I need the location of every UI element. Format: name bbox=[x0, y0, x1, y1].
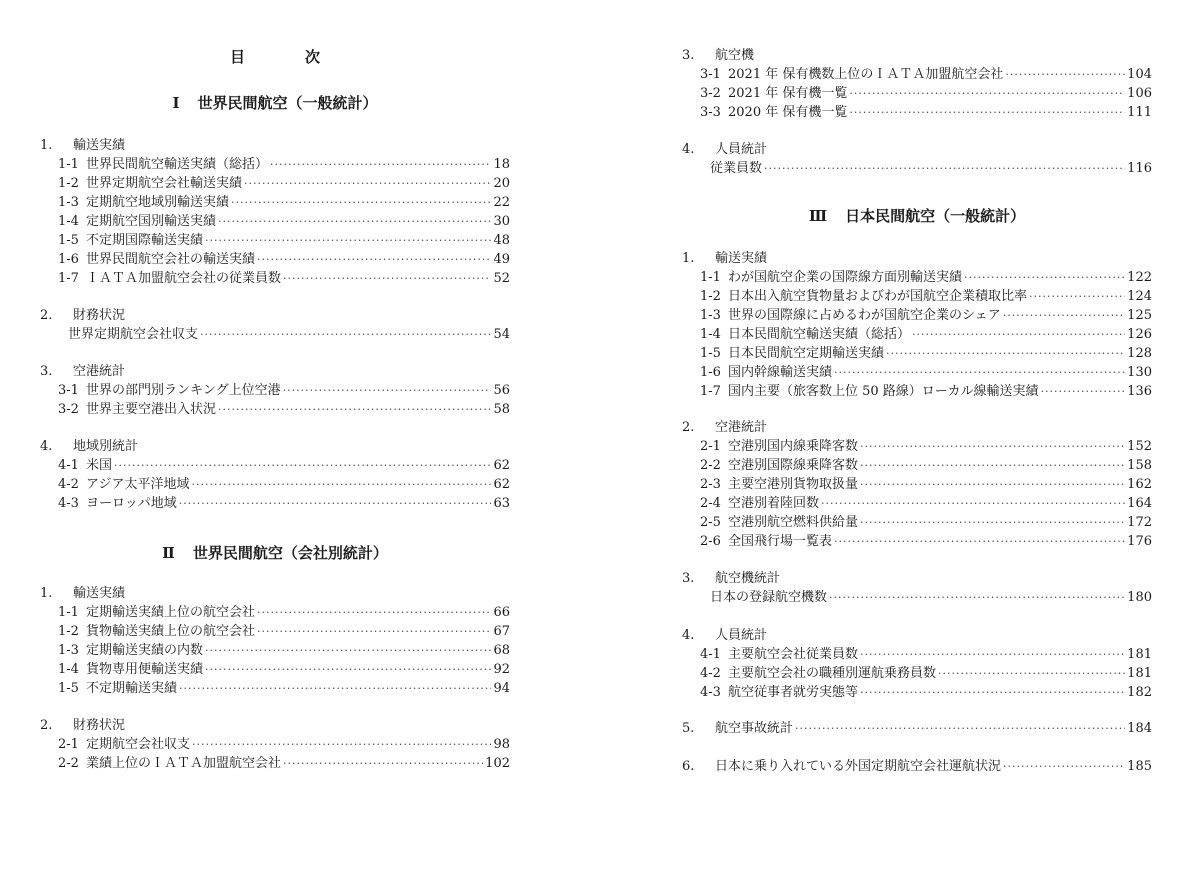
entry-label: ＩＡＴＡ加盟航空会社の従業員数 bbox=[86, 271, 282, 286]
leader-dots bbox=[849, 84, 1125, 103]
entry-label: 世界定期航空会社収支 bbox=[68, 327, 199, 342]
toc-entry[interactable] bbox=[682, 513, 1152, 532]
part-1-title: 世界民間航空（一般統計） bbox=[197, 94, 378, 112]
page-number: 98 bbox=[493, 737, 510, 752]
toc-entry[interactable] bbox=[40, 660, 510, 679]
page-number: 172 bbox=[1127, 515, 1152, 530]
leader-dots bbox=[283, 381, 492, 400]
entry-number: 1-4 bbox=[58, 214, 79, 229]
page-number: 62 bbox=[493, 477, 510, 492]
toc-entry[interactable] bbox=[40, 269, 510, 288]
part-2-title: 世界民間航空（会社別統計） bbox=[192, 544, 388, 562]
toc-entry[interactable] bbox=[40, 155, 510, 174]
section-heading bbox=[40, 437, 510, 456]
page-number: 184 bbox=[1127, 721, 1152, 736]
leader-dots bbox=[283, 269, 491, 288]
page-number: 66 bbox=[493, 605, 510, 620]
section-number: 1. bbox=[40, 138, 53, 153]
toc-entry[interactable] bbox=[40, 603, 510, 622]
leader-dots bbox=[114, 456, 491, 475]
leader-dots bbox=[964, 268, 1125, 287]
section-title: 航空機 bbox=[715, 48, 755, 63]
leader-dots bbox=[886, 344, 1125, 363]
entry-label: 定期輸送実績上位の航空会社 bbox=[86, 605, 256, 620]
page-number: 125 bbox=[1127, 308, 1152, 323]
toc-entry[interactable] bbox=[40, 325, 510, 344]
page-number: 92 bbox=[493, 662, 510, 677]
entry-number: 1-4 bbox=[700, 327, 721, 342]
leader-dots bbox=[860, 513, 1125, 532]
entry-label: わが国航空企業の国際線方面別輸送実績 bbox=[728, 270, 963, 285]
toc-entry[interactable] bbox=[682, 159, 1152, 178]
part3-section-1 bbox=[682, 249, 1152, 401]
entry-label: 航空従事者就労実態等 bbox=[728, 685, 859, 700]
toc-entry[interactable] bbox=[682, 532, 1152, 551]
toc-entry[interactable] bbox=[40, 231, 510, 250]
toc-entry[interactable] bbox=[40, 475, 510, 494]
leader-dots bbox=[205, 660, 491, 679]
entry-number: 1-1 bbox=[58, 605, 79, 620]
entry-number: 1-5 bbox=[58, 233, 79, 248]
leader-dots bbox=[860, 683, 1125, 702]
toc-entry[interactable] bbox=[682, 683, 1152, 702]
leader-dots bbox=[257, 250, 491, 269]
part-3-title: 日本民間航空（一般統計） bbox=[845, 207, 1026, 225]
section-heading bbox=[682, 140, 1152, 159]
part2-section-4 bbox=[682, 140, 1152, 178]
leader-dots bbox=[860, 456, 1125, 475]
page-number: 176 bbox=[1127, 534, 1152, 549]
page-number: 56 bbox=[493, 383, 510, 398]
part-2-number: Ⅱ bbox=[162, 544, 175, 562]
toc-entry[interactable] bbox=[40, 622, 510, 641]
page-number: 128 bbox=[1127, 346, 1152, 361]
entry-label: 定期航空会社収支 bbox=[86, 737, 191, 752]
entry-label: ヨーロッパ地域 bbox=[86, 496, 177, 511]
section-title: 空港統計 bbox=[73, 364, 126, 379]
page-number: 126 bbox=[1127, 327, 1152, 342]
entry-label: 世界民間航空輸送実績（総括） bbox=[86, 157, 269, 172]
page-number: 164 bbox=[1127, 496, 1152, 511]
part-1-heading bbox=[40, 92, 510, 113]
leader-dots bbox=[834, 363, 1125, 382]
leader-dots bbox=[764, 159, 1125, 178]
entry-label: 定期航空国別輸送実績 bbox=[86, 214, 217, 229]
entry-number: 1-3 bbox=[58, 195, 79, 210]
part3-section-5 bbox=[682, 719, 1152, 738]
leader-dots bbox=[205, 641, 491, 660]
section-number: 2. bbox=[682, 420, 695, 435]
entry-label: 世界民間航空会社の輸送実績 bbox=[86, 252, 256, 267]
page-number: 182 bbox=[1127, 685, 1152, 700]
leader-dots bbox=[191, 475, 491, 494]
leader-dots bbox=[244, 174, 491, 193]
section-number: 1. bbox=[682, 251, 695, 266]
part2-section-2 bbox=[40, 716, 510, 773]
page-number: 18 bbox=[493, 157, 510, 172]
leader-dots bbox=[179, 679, 491, 698]
part-2-heading bbox=[40, 542, 510, 563]
toc-entry[interactable] bbox=[40, 193, 510, 212]
leader-dots bbox=[257, 603, 491, 622]
page-number: 30 bbox=[493, 214, 510, 229]
entry-number: 1-2 bbox=[58, 624, 79, 639]
entry-label: 不定期輸送実績 bbox=[86, 681, 178, 696]
section-heading bbox=[40, 716, 510, 735]
page-number: 22 bbox=[493, 195, 510, 210]
entry-number: 3-2 bbox=[700, 86, 721, 101]
section-number: 1. bbox=[40, 586, 53, 601]
section-title: 輸送実績 bbox=[73, 138, 126, 153]
section-number: 5. bbox=[682, 721, 695, 736]
toc-entry[interactable] bbox=[40, 641, 510, 660]
entry-number: 2-2 bbox=[700, 458, 721, 473]
section-number: 4. bbox=[682, 628, 695, 643]
entry-number: 3-1 bbox=[58, 383, 79, 398]
section-title: 航空機統計 bbox=[715, 571, 781, 586]
entry-label: 米国 bbox=[86, 458, 113, 473]
leader-dots bbox=[200, 325, 491, 344]
page-number: 49 bbox=[493, 252, 510, 267]
entry-label: 貨物輸送実績上位の航空会社 bbox=[86, 624, 256, 639]
entry-number: 2-1 bbox=[700, 439, 721, 454]
toc-entry[interactable] bbox=[40, 400, 510, 419]
page-number: 122 bbox=[1127, 270, 1152, 285]
part-3-number: Ⅲ bbox=[808, 207, 828, 225]
leader-dots bbox=[283, 754, 483, 773]
entry-number: 4-3 bbox=[58, 496, 79, 511]
toc-entry[interactable] bbox=[682, 437, 1152, 456]
toc-entry[interactable] bbox=[40, 174, 510, 193]
section-heading bbox=[40, 306, 510, 325]
section-number: 2. bbox=[40, 718, 53, 733]
section-heading bbox=[40, 362, 510, 381]
section-heading bbox=[40, 584, 510, 603]
toc-entry[interactable] bbox=[682, 103, 1152, 122]
page-number: 67 bbox=[493, 624, 510, 639]
entry-label: 貨物専用便輸送実績 bbox=[86, 662, 204, 677]
page-number: 162 bbox=[1127, 477, 1152, 492]
page-number: 94 bbox=[493, 681, 510, 696]
page-number: 104 bbox=[1127, 67, 1152, 82]
entry-number: 2-6 bbox=[700, 534, 721, 549]
section-title: 輸送実績 bbox=[715, 251, 768, 266]
entry-number: 4-2 bbox=[700, 666, 721, 681]
entry-number: 1-7 bbox=[58, 271, 79, 286]
toc-entry[interactable] bbox=[682, 588, 1152, 607]
part2-section-1 bbox=[40, 584, 510, 698]
page-number: 185 bbox=[1127, 759, 1152, 774]
leader-dots bbox=[218, 212, 491, 231]
section-heading bbox=[682, 626, 1152, 645]
leader-dots bbox=[1005, 65, 1125, 84]
leader-dots bbox=[834, 532, 1125, 551]
entry-label: 空港別着陸回数 bbox=[728, 496, 820, 511]
entry-label: 全国飛行場一覧表 bbox=[728, 534, 833, 549]
entry-label: 世界の国際線に占めるわが国航空企業のシェア bbox=[728, 308, 1001, 323]
part3-section-6 bbox=[682, 757, 1152, 776]
toc-entry[interactable] bbox=[682, 494, 1152, 513]
page-number: 102 bbox=[485, 756, 510, 771]
toc-entry[interactable] bbox=[682, 325, 1152, 344]
toc-entry[interactable] bbox=[40, 754, 510, 773]
entry-number: 1-2 bbox=[58, 176, 79, 191]
page-number: 20 bbox=[493, 176, 510, 191]
entry-number: 2-5 bbox=[700, 515, 721, 530]
section-title: 人員統計 bbox=[715, 628, 768, 643]
leader-dots bbox=[829, 588, 1125, 607]
page-number: 124 bbox=[1127, 289, 1152, 304]
leader-dots bbox=[860, 475, 1125, 494]
entry-number: 1-5 bbox=[700, 346, 721, 361]
entry-label: 国内主要（旅客数上位 50 路線）ローカル線輸送実績 bbox=[728, 384, 1039, 399]
leader-dots bbox=[218, 400, 491, 419]
entry-number: 4-2 bbox=[58, 477, 79, 492]
entry-label: 2021 年 保有機一覧 bbox=[728, 86, 848, 101]
toc-entry[interactable] bbox=[40, 250, 510, 269]
page-number: 181 bbox=[1127, 647, 1152, 662]
toc-entry[interactable] bbox=[682, 84, 1152, 103]
toc-title-char-2: 次 bbox=[305, 48, 321, 66]
toc-entry[interactable] bbox=[40, 494, 510, 513]
leader-dots bbox=[205, 231, 491, 250]
entry-number: 1-6 bbox=[58, 252, 79, 267]
entry-label: 定期航空地域別輸送実績 bbox=[86, 195, 230, 210]
toc-entry[interactable] bbox=[682, 344, 1152, 363]
section-number: 2. bbox=[40, 308, 53, 323]
page-number: 106 bbox=[1127, 86, 1152, 101]
entry-number: 3-3 bbox=[700, 105, 721, 120]
page-number: 52 bbox=[493, 271, 510, 286]
section-heading bbox=[682, 569, 1152, 588]
toc-entry[interactable] bbox=[682, 306, 1152, 325]
page-number: 130 bbox=[1127, 365, 1152, 380]
entry-label: 日本出入航空貨物量およびわが国航空企業積取比率 bbox=[728, 289, 1028, 304]
leader-dots bbox=[1003, 757, 1125, 776]
section-number: 6. bbox=[682, 759, 695, 774]
entry-label: 2021 年 保有機数上位のＩＡＴＡ加盟航空会社 bbox=[728, 67, 1004, 82]
entry-label: 世界定期航空会社輸送実績 bbox=[86, 176, 243, 191]
part1-section-2 bbox=[40, 306, 510, 344]
entry-label: 日本の登録航空機数 bbox=[710, 590, 828, 605]
part2-section-3 bbox=[682, 46, 1152, 122]
entry-label: 空港別国内線乗降客数 bbox=[728, 439, 859, 454]
entry-number: 2-4 bbox=[700, 496, 721, 511]
entry-number: 1-7 bbox=[700, 384, 721, 399]
entry-number: 1-5 bbox=[58, 681, 79, 696]
page-number: 181 bbox=[1127, 666, 1152, 681]
section-title: 人員統計 bbox=[715, 142, 768, 157]
leader-dots bbox=[1003, 306, 1125, 325]
entry-label: 航空事故統計 bbox=[715, 721, 794, 736]
toc-entry[interactable] bbox=[682, 382, 1152, 401]
toc-entry[interactable] bbox=[682, 287, 1152, 306]
entry-label: 定期輸送実績の内数 bbox=[86, 643, 204, 658]
entry-label: 主要航空会社従業員数 bbox=[728, 647, 859, 662]
toc-entry[interactable] bbox=[682, 719, 1152, 738]
section-heading bbox=[40, 136, 510, 155]
section-heading bbox=[682, 249, 1152, 268]
toc-entry[interactable] bbox=[682, 363, 1152, 382]
entry-number: 1-3 bbox=[700, 308, 721, 323]
leader-dots bbox=[860, 645, 1125, 664]
toc-entry[interactable] bbox=[682, 645, 1152, 664]
entry-label: 2020 年 保有機一覧 bbox=[728, 105, 848, 120]
part-3-heading bbox=[682, 205, 1152, 226]
section-title: 空港統計 bbox=[715, 420, 768, 435]
leader-dots bbox=[270, 155, 491, 174]
entry-number: 2-2 bbox=[58, 756, 79, 771]
page-number: 58 bbox=[493, 402, 510, 417]
entry-label: 業績上位のＩＡＴＡ加盟航空会社 bbox=[86, 756, 282, 771]
section-number: 4. bbox=[40, 439, 53, 454]
page-number: 116 bbox=[1127, 161, 1152, 176]
entry-number: 1-3 bbox=[58, 643, 79, 658]
leader-dots bbox=[849, 103, 1125, 122]
toc-entry[interactable] bbox=[682, 475, 1152, 494]
page-number: 111 bbox=[1127, 105, 1152, 120]
toc-entry[interactable] bbox=[682, 65, 1152, 84]
entry-label: 主要航空会社の職種別運航乗務員数 bbox=[728, 666, 937, 681]
section-number: 3. bbox=[40, 364, 53, 379]
entry-number: 4-1 bbox=[58, 458, 79, 473]
part1-section-4 bbox=[40, 437, 510, 513]
toc-entry[interactable] bbox=[40, 212, 510, 231]
section-title: 財務状況 bbox=[73, 718, 126, 733]
part1-section-3 bbox=[40, 362, 510, 419]
entry-number: 2-1 bbox=[58, 737, 79, 752]
entry-number: 1-1 bbox=[700, 270, 721, 285]
page-number: 63 bbox=[493, 496, 510, 511]
leader-dots bbox=[938, 664, 1125, 683]
part3-section-3 bbox=[682, 569, 1152, 607]
part1-section-1 bbox=[40, 136, 510, 288]
entry-number: 1-4 bbox=[58, 662, 79, 677]
page-number: 152 bbox=[1127, 439, 1152, 454]
leader-dots bbox=[860, 437, 1125, 456]
section-number: 4. bbox=[682, 142, 695, 157]
toc-entry[interactable] bbox=[40, 735, 510, 754]
leader-dots bbox=[192, 735, 491, 754]
page-number: 62 bbox=[493, 458, 510, 473]
section-heading bbox=[682, 418, 1152, 437]
part3-section-2 bbox=[682, 418, 1152, 551]
leader-dots bbox=[912, 325, 1125, 344]
entry-number: 1-2 bbox=[700, 289, 721, 304]
leader-dots bbox=[821, 494, 1125, 513]
entry-label: 不定期国際輸送実績 bbox=[86, 233, 204, 248]
entry-label: 従業員数 bbox=[710, 161, 763, 176]
entry-label: 世界主要空港出入状況 bbox=[86, 402, 217, 417]
toc-entry[interactable] bbox=[40, 381, 510, 400]
toc-entry[interactable] bbox=[682, 268, 1152, 287]
page-number: 68 bbox=[493, 643, 510, 658]
section-number: 3. bbox=[682, 571, 695, 586]
section-title: 輸送実績 bbox=[73, 586, 126, 601]
section-number: 3. bbox=[682, 48, 695, 63]
toc-entry[interactable] bbox=[682, 456, 1152, 475]
toc-title-char-1: 目 bbox=[230, 48, 246, 66]
leader-dots bbox=[231, 193, 491, 212]
toc-title bbox=[230, 46, 320, 67]
entry-label: 日本に乗り入れている外国定期航空会社運航状況 bbox=[715, 759, 1002, 774]
entry-number: 2-3 bbox=[700, 477, 721, 492]
leader-dots bbox=[257, 622, 491, 641]
page-number: 158 bbox=[1127, 458, 1152, 473]
part-1-number: Ⅰ bbox=[172, 94, 180, 112]
section-title: 地域別統計 bbox=[73, 439, 139, 454]
entry-number: 3-1 bbox=[700, 67, 721, 82]
entry-number: 4-1 bbox=[700, 647, 721, 662]
part3-section-4 bbox=[682, 626, 1152, 702]
page-number: 136 bbox=[1127, 384, 1152, 399]
leader-dots bbox=[179, 494, 492, 513]
leader-dots bbox=[1029, 287, 1125, 306]
entry-label: アジア太平洋地域 bbox=[86, 477, 190, 492]
entry-number: 1-6 bbox=[700, 365, 721, 380]
entry-number: 3-2 bbox=[58, 402, 79, 417]
leader-dots bbox=[1041, 382, 1126, 401]
toc-entry[interactable] bbox=[40, 456, 510, 475]
entry-label: 空港別国際線乗降客数 bbox=[728, 458, 859, 473]
leader-dots bbox=[795, 719, 1125, 738]
page-number: 54 bbox=[493, 327, 510, 342]
entry-label: 国内幹線輸送実績 bbox=[728, 365, 833, 380]
page-number: 180 bbox=[1127, 590, 1152, 605]
entry-label: 世界の部門別ランキング上位空港 bbox=[86, 383, 281, 398]
entry-label: 空港別航空燃料供給量 bbox=[728, 515, 859, 530]
section-heading bbox=[682, 46, 1152, 65]
toc-entry[interactable] bbox=[682, 757, 1152, 776]
entry-label: 日本民間航空定期輸送実績 bbox=[728, 346, 885, 361]
entry-number: 4-3 bbox=[700, 685, 721, 700]
entry-label: 日本民間航空輸送実績（総括） bbox=[728, 327, 911, 342]
entry-number: 1-1 bbox=[58, 157, 79, 172]
toc-entry[interactable] bbox=[682, 664, 1152, 683]
entry-label: 主要空港別貨物取扱量 bbox=[728, 477, 859, 492]
page-number: 48 bbox=[493, 233, 510, 248]
section-title: 財務状況 bbox=[73, 308, 126, 323]
toc-entry[interactable] bbox=[40, 679, 510, 698]
